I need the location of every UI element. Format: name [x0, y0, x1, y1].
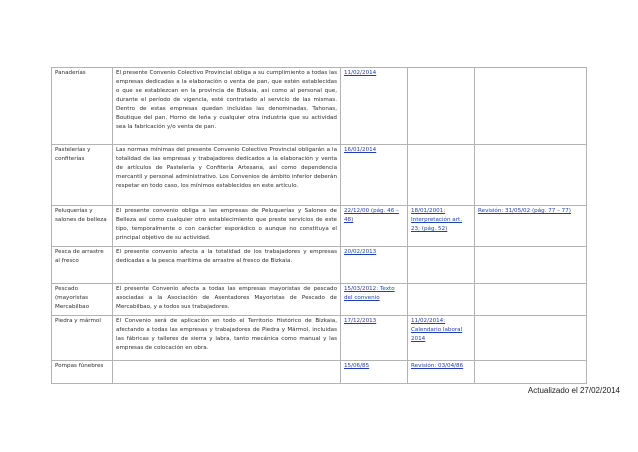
sector-description: El presente Convenio afecta a todas las empresas mayoristas de pescado asociadas a la Asociación de Asentadores Mayoristas de Pescado de Mercabilbao, y a todos sus trabajadores.: [113, 284, 341, 316]
link-cell: [341, 361, 408, 384]
table-row: [52, 68, 587, 145]
link-cell: [475, 284, 587, 316]
sector-description: Las normas mínimas del presente Convenio Colectivo Provincial obligarán a la totalidad de las empresas y trabajadores dedicados a la elaboración y venta de artículos de Pastelería y Confitería Artesana, así como dependencia mercantil y personal administrativo. Los Convenios de ámbito inferior deberán respetar en todo caso, los mínimos establecidos en este artículo.: [113, 145, 341, 206]
sector-description: El presente convenio obliga a las empresas de Peluquerías y Salones de Belleza así como cualquier otro establecimiento que preste servicios de este tipo, temporalmente o con carácter esporádico o aunque no constituya el principal objetivo de su actividad.: [113, 206, 341, 247]
table-row: [52, 247, 587, 284]
link-cell: [341, 284, 408, 316]
sector-description: [113, 361, 341, 384]
link-cell: [408, 247, 475, 284]
link-cell: [408, 316, 475, 361]
agreement-text-link[interactable]: 15/03/2012: Texto del convenio: [344, 286, 395, 301]
sector-name: Panaderías: [52, 68, 113, 145]
link-cell: [341, 206, 408, 247]
agreements-table: [51, 67, 587, 384]
link-cell: [475, 206, 587, 247]
calendar-link[interactable]: 11/02/2014: Calendario laboral 2014: [411, 318, 463, 342]
table-row: [52, 316, 587, 361]
link-cell: [475, 247, 587, 284]
link-cell: [341, 316, 408, 361]
table-row: [52, 361, 587, 384]
table-row: [52, 284, 587, 316]
agreement-link[interactable]: 11/02/2014: [344, 70, 377, 76]
link-cell: [341, 68, 408, 145]
link-cell: [475, 145, 587, 206]
agreement-link[interactable]: 15/06/85: [344, 363, 370, 369]
sector-name: Pescado (mayoristas Mercabilbao: [52, 284, 113, 316]
link-cell: [341, 247, 408, 284]
sector-name: Peluquerías y salones de belleza: [52, 206, 113, 247]
sector-description: El Convenio será de aplicación en todo el Territorio Histórico de Bizkaia, afectando a todas las empresas y trabajadores de Piedra y Mármol, incluidas las fábricas y talleres de sierra y labra, tanto mecánica como manual y las empresas de colocación en obra.: [113, 316, 341, 361]
agreement-link[interactable]: 20/02/2013: [344, 249, 377, 255]
agreement-link[interactable]: 22/12/00 (pág. 46 – 48): [344, 208, 399, 223]
table-row: [52, 145, 587, 206]
sector-name: Piedra y mármol: [52, 316, 113, 361]
revision-link[interactable]: Revisión: 03/04/86: [411, 363, 464, 369]
table-row: [52, 206, 587, 247]
link-cell: [408, 68, 475, 145]
link-cell: [408, 284, 475, 316]
agreement-link[interactable]: 16/01/2014: [344, 147, 377, 153]
link-cell: [408, 145, 475, 206]
interpretation-link[interactable]: 18/01/2001: Interpretación art. 23; (pág. 52): [411, 208, 462, 232]
sector-description: El presente convenio afecta a la totalidad de los trabajadores y empresas dedicadas a la pesca marítima de arrastre al fresco de Bizkaia.: [113, 247, 341, 284]
link-cell: [475, 316, 587, 361]
link-cell: [475, 361, 587, 384]
link-cell: [408, 361, 475, 384]
last-updated-note: Actualizado el 27/02/2014: [527, 386, 620, 395]
link-cell: [341, 145, 408, 206]
sector-name: Pastelerías y confiterías: [52, 145, 113, 206]
link-cell: [475, 68, 587, 145]
sector-name: Pesca de arrastre al fresco: [52, 247, 113, 284]
sector-description: El presente Convenio Colectivo Provincial obliga a su cumplimiento a todas las empresas dedicadas a la elaboración o venta de pan, que estén establecidas o que se establezcan en la provincia de Bizkaia, así como al personal que, durante el período de vigencia, esté contratado al servicio de las mismas. Dentro de estas empresas quedan incluidas las denominadas, Tahonas, Boutique del pan, Horno de leña y cualquier otra industria que su actividad sea la fabricación y/o venta de pan.: [113, 68, 341, 145]
link-cell: [408, 206, 475, 247]
agreement-link[interactable]: 17/12/2013: [344, 318, 377, 324]
revision-link[interactable]: Revisión: 31/05/02 (pág. 77 – 77): [478, 208, 571, 214]
sector-name: Pompas fúnebres: [52, 361, 113, 384]
